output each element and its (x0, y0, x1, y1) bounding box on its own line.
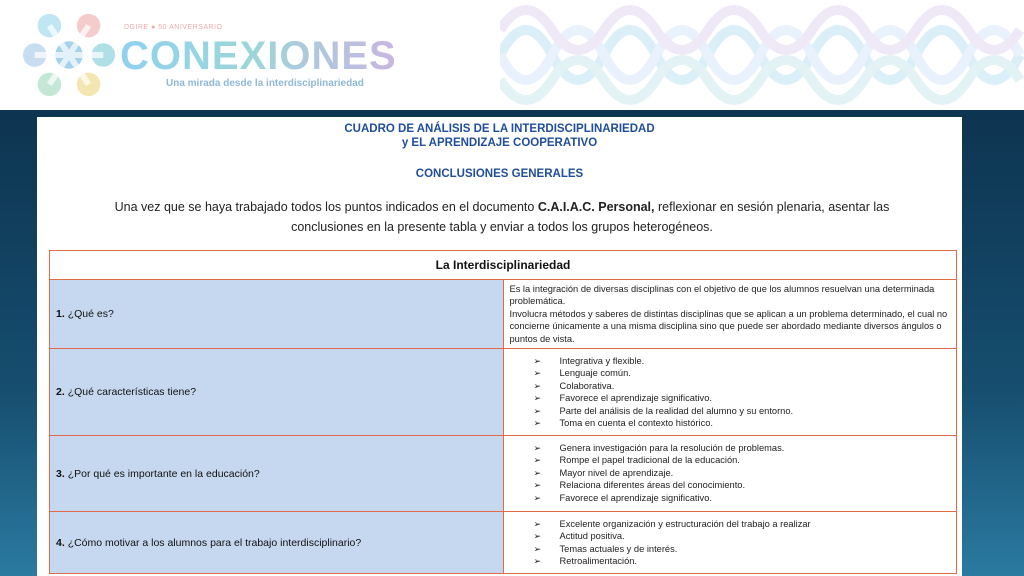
arrow-bullet-icon: ➢ (533, 519, 542, 530)
answer-cell (503, 436, 957, 512)
list-item-text: Favorece el aprendizaje significativo. (559, 393, 712, 404)
arrow-bullet-icon: ➢ (533, 455, 542, 466)
intro-text-bold: C.A.I.A.C. Personal, (537, 200, 655, 214)
list-item (534, 405, 951, 417)
list-item-text: Retroalimentación. (559, 556, 638, 567)
arrow-bullet-icon: ➢ (533, 356, 542, 367)
list-item-text: Rompe el papel tradicional de la educación. (559, 455, 740, 466)
table-row (50, 512, 957, 574)
answer-bullet-list (510, 518, 951, 568)
question-text: ¿Por qué es importante en la educación? (67, 467, 260, 480)
arrow-bullet-icon: ➢ (533, 531, 542, 542)
question-text: ¿Cómo motivar a los alumnos para el trabajo interdisciplinario? (67, 536, 362, 549)
question-number: 2. (56, 386, 65, 399)
list-item (534, 417, 951, 429)
arrow-bullet-icon: ➢ (533, 492, 542, 503)
question-cell (50, 280, 504, 349)
list-item-text: Genera investigación para la resolución de problemas. (559, 443, 785, 454)
list-item (534, 442, 951, 454)
list-item (534, 555, 951, 567)
section-title: CONCLUSIONES GENERALES (415, 168, 584, 180)
interdisciplinarity-table (49, 250, 957, 574)
table-row (50, 436, 957, 512)
arrow-bullet-icon: ➢ (533, 556, 542, 567)
intro-paragraph (77, 197, 927, 237)
arrow-bullet-icon: ➢ (533, 443, 542, 454)
list-item (534, 530, 951, 542)
decorative-pattern-icon (500, 0, 1024, 110)
list-item-text: Relaciona diferentes áreas del conocimiento. (559, 480, 746, 491)
list-item-text: Actitud positiva. (559, 531, 625, 542)
list-item (534, 479, 951, 491)
arrow-bullet-icon: ➢ (533, 467, 542, 478)
question-number: 4. (56, 536, 65, 549)
table-row (50, 349, 957, 436)
list-item (534, 467, 951, 479)
arrow-bullet-icon: ➢ (533, 405, 542, 416)
question-cell (50, 512, 504, 574)
question-number: 3. (56, 467, 65, 480)
list-item (534, 392, 951, 404)
list-item (534, 367, 951, 379)
document-title-line2: y EL APRENDIZAJE COOPERATIVO (401, 137, 598, 149)
document-title-line1: CUADRO DE ANÁLISIS DE LA INTERDISCIPLINARIEDAD (344, 123, 655, 135)
list-item (534, 492, 951, 504)
list-item (534, 380, 951, 392)
list-item (534, 518, 951, 530)
answer-bullet-list (510, 355, 951, 429)
arrow-bullet-icon: ➢ (533, 418, 542, 429)
brand-tagline: Una mirada desde la interdisciplinariedad (166, 78, 364, 89)
arrow-bullet-icon: ➢ (533, 380, 542, 391)
anniversary-label: DGIRE ● 50 ANIVERSARIO (124, 24, 223, 31)
header-banner (0, 0, 1024, 110)
list-item-text: Colaborativa. (559, 380, 615, 391)
list-item-text: Favorece el aprendizaje significativo. (559, 492, 712, 503)
arrow-bullet-icon: ➢ (533, 368, 542, 379)
list-item (534, 454, 951, 466)
list-item-text: Integrativa y flexible. (559, 356, 645, 367)
arrow-bullet-icon: ➢ (533, 393, 542, 404)
question-number: 1. (56, 308, 65, 321)
answer-cell (503, 349, 957, 436)
answer-cell (503, 280, 957, 349)
arrow-bullet-icon: ➢ (533, 480, 542, 491)
question-text: ¿Qué es? (67, 308, 114, 321)
table-heading: La Interdisciplinariedad (50, 251, 957, 280)
list-item-text: Temas actuales y de interés. (559, 543, 678, 554)
answer-line: Involucra métodos y saberes de distintas disciplinas que se aplican a un problema determinado, el cual no concierne únicamente a una misma disciplina sino que puede ser abordado mediante diversos ángulos o puntos de vista. (509, 308, 948, 344)
answer-bullet-list (510, 442, 951, 504)
question-cell (50, 436, 504, 512)
document-sheet (37, 117, 962, 576)
intro-text-end: reflexionar en sesión plenaria, asentar las conclusiones en la presente tabla y enviar a todos los grupos heterogéneos. (291, 200, 890, 234)
arrow-bullet-icon: ➢ (533, 543, 542, 554)
table-row (50, 280, 957, 349)
answer-cell (503, 512, 957, 574)
answer-line: Es la integración de diversas disciplinas con el objetivo de que los alumnos resuelvan una determinada problemática. (509, 284, 935, 307)
conexiones-logo-icon (20, 6, 118, 104)
list-item-text: Toma en cuenta el contexto histórico. (559, 418, 713, 429)
brand-title: CONEXIONES (120, 34, 397, 78)
list-item-text: Lenguaje común. (559, 368, 631, 379)
question-cell (50, 349, 504, 436)
question-text: ¿Qué características tiene? (67, 386, 197, 399)
list-item (534, 355, 951, 367)
intro-text-start: Una vez que se haya trabajado todos los puntos indicados en el documento (114, 200, 538, 214)
list-item-text: Excelente organización y estructuración del trabajo a realizar (559, 519, 811, 530)
list-item (534, 543, 951, 555)
list-item-text: Parte del análisis de la realidad del alumno y su entorno. (559, 405, 794, 416)
list-item-text: Mayor nivel de aprendizaje. (559, 467, 674, 478)
